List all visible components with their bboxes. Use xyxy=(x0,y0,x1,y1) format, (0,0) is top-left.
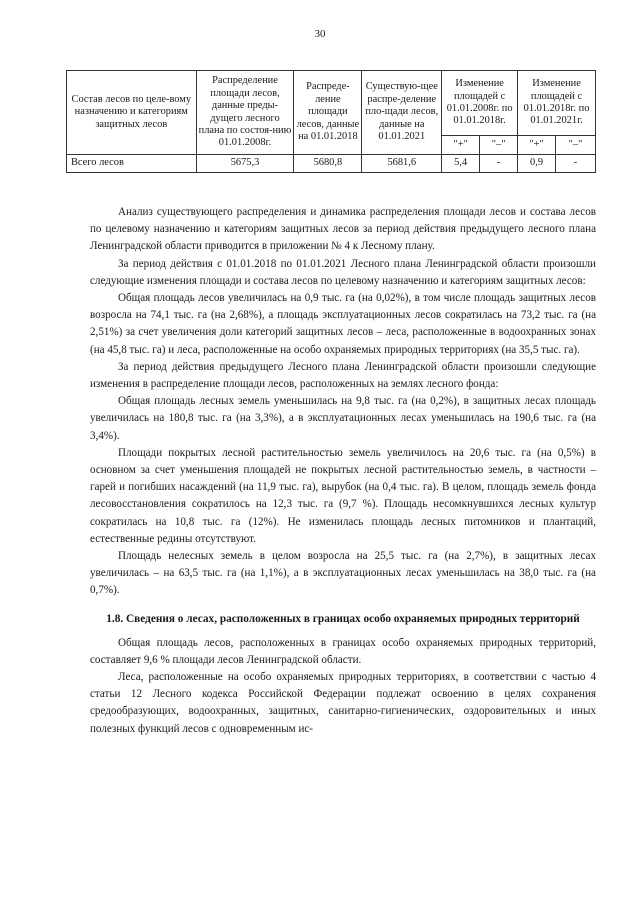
cell-change1-minus: - xyxy=(480,155,518,173)
paragraph: За период действия предыдущего Лесного плана Ленинградской области произошли следующие изменения в распределение площади лесов, расположенных на землях лесного фонда: xyxy=(90,360,596,391)
cell-change1-plus: 5,4 xyxy=(442,155,480,173)
header-plus-2: "+" xyxy=(518,136,556,155)
paragraph: Площадь нелесных земель в целом возросла на 25,5 тыс. га (на 2,7%), в защитных лесах увеличилась – на 63,5 тыс. га (на 1,1%), а в эксплуатационных лесах уменьшилась на 38,0 тыс. га (на 0,7%). xyxy=(90,550,596,597)
row-name: Всего лесов xyxy=(67,155,197,173)
paragraph: Общая площадь лесов, расположенных в границах особо охраняемых природных территорий, составляет 9,6 % площади лесов Ленинградской области. xyxy=(90,636,596,666)
header-minus-2: "–" xyxy=(556,136,596,155)
page-number: 30 xyxy=(314,28,326,40)
document-body xyxy=(90,204,596,738)
paragraph: Анализ существующего распределения и динамика распределения площади лесов и состава лесов по целевому назначению и категориям защитных лесов за период действия предыдущего лесного плана Ленинградской области приводится в приложении № 4 к Лесному плану. xyxy=(90,206,596,253)
cell-change2-plus: 0,9 xyxy=(518,155,556,173)
paragraph: Общая площадь лесов увеличилась на 0,9 тыс. га (на 0,02%), в том числе площадь защитных лесов возросла на 74,1 тыс. га (на 2,68%), а площадь эксплуатационных лесов сократилась на 73,2 тыс. га (на 2,51%) за счет увеличения доли категорий защитных лесов – леса, расположенные в водоохранных зонах (на 45,8 тыс. га) и леса, расположенные на особо охраняемых природных территориях (на 35,5 тыс. га). xyxy=(90,292,596,356)
cell-prev: 5675,3 xyxy=(196,155,294,173)
header-distribution-prev: Распределение площади лесов, данные преды-дущего лесного плана по состоя-нию 01.01.2008г. xyxy=(196,71,294,155)
table-row xyxy=(67,155,596,173)
cell-existing: 5681,6 xyxy=(362,155,442,173)
header-existing: Существую-щее распре-деление пло-щади лесов, данные на 01.01.2021 xyxy=(362,71,442,155)
paragraph: Леса, расположенные на особо охраняемых природных территориях, в соответствии с частью 4 статьи 12 Лесного кодекса Российской Федерации подлежат освоению в целях сохранения средообразующих, водоохранных, защитных, санитарно-гигиенических, оздоровительных и иных полезных функций лесов с одновременным ис- xyxy=(90,671,596,735)
cell-2018: 5680,8 xyxy=(294,155,362,173)
header-distribution-2018: Распреде-ление площади лесов, данные на 01.01.2018 xyxy=(294,71,362,155)
section-heading: 1.8. Сведения о лесах, расположенных в границах особо охраняемых природных территорий xyxy=(106,612,580,625)
header-change-2008: Изменение площадей с 01.01.2008г. по 01.01.2018г. xyxy=(442,71,518,136)
header-composition: Состав лесов по целе-вому назначению и категориям защитных лесов xyxy=(67,71,197,155)
header-plus-1: "+" xyxy=(442,136,480,155)
paragraph: Общая площадь лесных земель уменьшилась на 9,8 тыс. га (на 0,2%), в защитных лесах площадь увеличилась на 180,8 тыс. га (на 3,3%), а в эксплуатационных лесах уменьшилась на 190,6 тыс. га (на 3,4%). xyxy=(90,395,596,442)
forest-distribution-table xyxy=(66,70,596,173)
table-header-row xyxy=(67,71,596,136)
cell-change2-minus: - xyxy=(556,155,596,173)
header-change-2018: Изменение площадей с 01.01.2018г. по 01.01.2021г. xyxy=(518,71,596,136)
paragraph: Площади покрытых лесной растительностью земель увеличилось на 20,6 тыс. га (на 0,5%) в основном за счет уменьшения площадей не покрытых лесной растительностью земель, в частности – гарей и погибших насаждений (на 11,9 тыс. га), вырубок (на 0,4 тыс. га). В целом, площадь земель фонда лесовосстановления сократилось на 12,3 тыс. га (9,7 %). Площадь несомкнувшихся лесных культур сократилась на 10,8 тыс. га (12%). Не изменилась площадь лесных питомников и плантаций, естественные редины отсутствуют. xyxy=(90,446,596,545)
header-minus-1: "–" xyxy=(480,136,518,155)
paragraph: За период действия с 01.01.2018 по 01.01.2021 Лесного плана Ленинградской области произошли следующие изменения площади и состава лесов по целевому назначению и категориям защитных лесов: xyxy=(90,257,596,287)
